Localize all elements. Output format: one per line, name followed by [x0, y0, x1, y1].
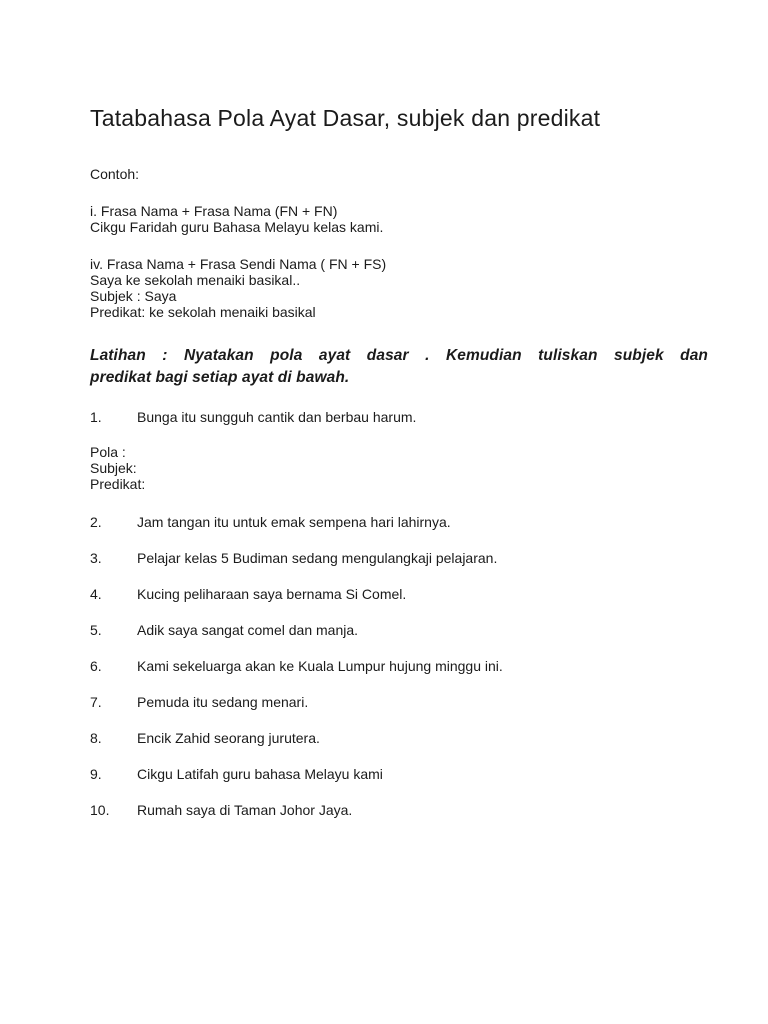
example-fn-block — [90, 203, 708, 235]
item-number: 7. — [90, 694, 102, 710]
document-title: Tatabahasa Pola Ayat Dasar, subjek dan predikat — [90, 105, 601, 131]
contoh-label: Contoh: — [90, 166, 140, 182]
item-number: 3. — [90, 550, 102, 566]
example-fn-sentence: Cikgu Faridah guru Bahasa Melayu kelas kami. — [90, 219, 384, 235]
exercise-item-7 — [90, 694, 708, 710]
item-number: 1. — [90, 409, 102, 425]
item-number: 2. — [90, 514, 102, 530]
item-text: Kucing peliharaan saya bernama Si Comel. — [137, 586, 407, 602]
exercise-item-2 — [90, 514, 708, 530]
pola-label: Pola : — [90, 444, 126, 460]
predikat-label: Predikat: — [90, 476, 146, 492]
item-text: Rumah saya di Taman Johor Jaya. — [137, 802, 353, 818]
exercise-item-1 — [90, 409, 708, 425]
example-fn-pattern: i. Frasa Nama + Frasa Nama (FN + FN) — [90, 203, 338, 219]
exercise-item-10 — [90, 802, 708, 818]
example-fs-subjek: Subjek : Saya — [90, 288, 177, 304]
item-text: Encik Zahid seorang jurutera. — [137, 730, 320, 746]
item-text: Cikgu Latifah guru bahasa Melayu kami — [137, 766, 383, 782]
latihan-instruction-line2: predikat bagi setiap ayat di bawah. — [90, 369, 350, 386]
example-fs-block — [90, 256, 708, 320]
latihan-instruction-line1: Latihan : Nyatakan pola ayat dasar . Kemudian tuliskan subjek dan — [90, 347, 708, 364]
item-text: Jam tangan itu untuk emak sempena hari lahirnya. — [137, 514, 451, 530]
example-fs-pattern: iv. Frasa Nama + Frasa Sendi Nama ( FN + FS) — [90, 256, 387, 272]
item-number: 9. — [90, 766, 102, 782]
item-text: Bunga itu sungguh cantik dan berbau harum. — [137, 409, 417, 425]
example-fs-sentence: Saya ke sekolah menaiki basikal.. — [90, 272, 301, 288]
item-text: Adik saya sangat comel dan manja. — [137, 622, 359, 638]
item-number: 10. — [90, 802, 110, 818]
item-text: Kami sekeluarga akan ke Kuala Lumpur hujung minggu ini. — [137, 658, 503, 674]
item-text: Pemuda itu sedang menari. — [137, 694, 309, 710]
exercise-item-6 — [90, 658, 708, 674]
exercise-item-9 — [90, 766, 708, 782]
exercise-item-5 — [90, 622, 708, 638]
item-number: 8. — [90, 730, 102, 746]
exercise-item-8 — [90, 730, 708, 746]
latihan-instruction — [90, 345, 708, 389]
item-number: 4. — [90, 586, 102, 602]
item-number: 5. — [90, 622, 102, 638]
exercise-item-4 — [90, 586, 708, 602]
exercise-item-3 — [90, 550, 708, 566]
item-text: Pelajar kelas 5 Budiman sedang mengulangkaji pelajaran. — [137, 550, 498, 566]
item-number: 6. — [90, 658, 102, 674]
subjek-label: Subjek: — [90, 460, 137, 476]
answer-labels-block — [90, 444, 708, 492]
example-fs-predikat: Predikat: ke sekolah menaiki basikal — [90, 304, 316, 320]
